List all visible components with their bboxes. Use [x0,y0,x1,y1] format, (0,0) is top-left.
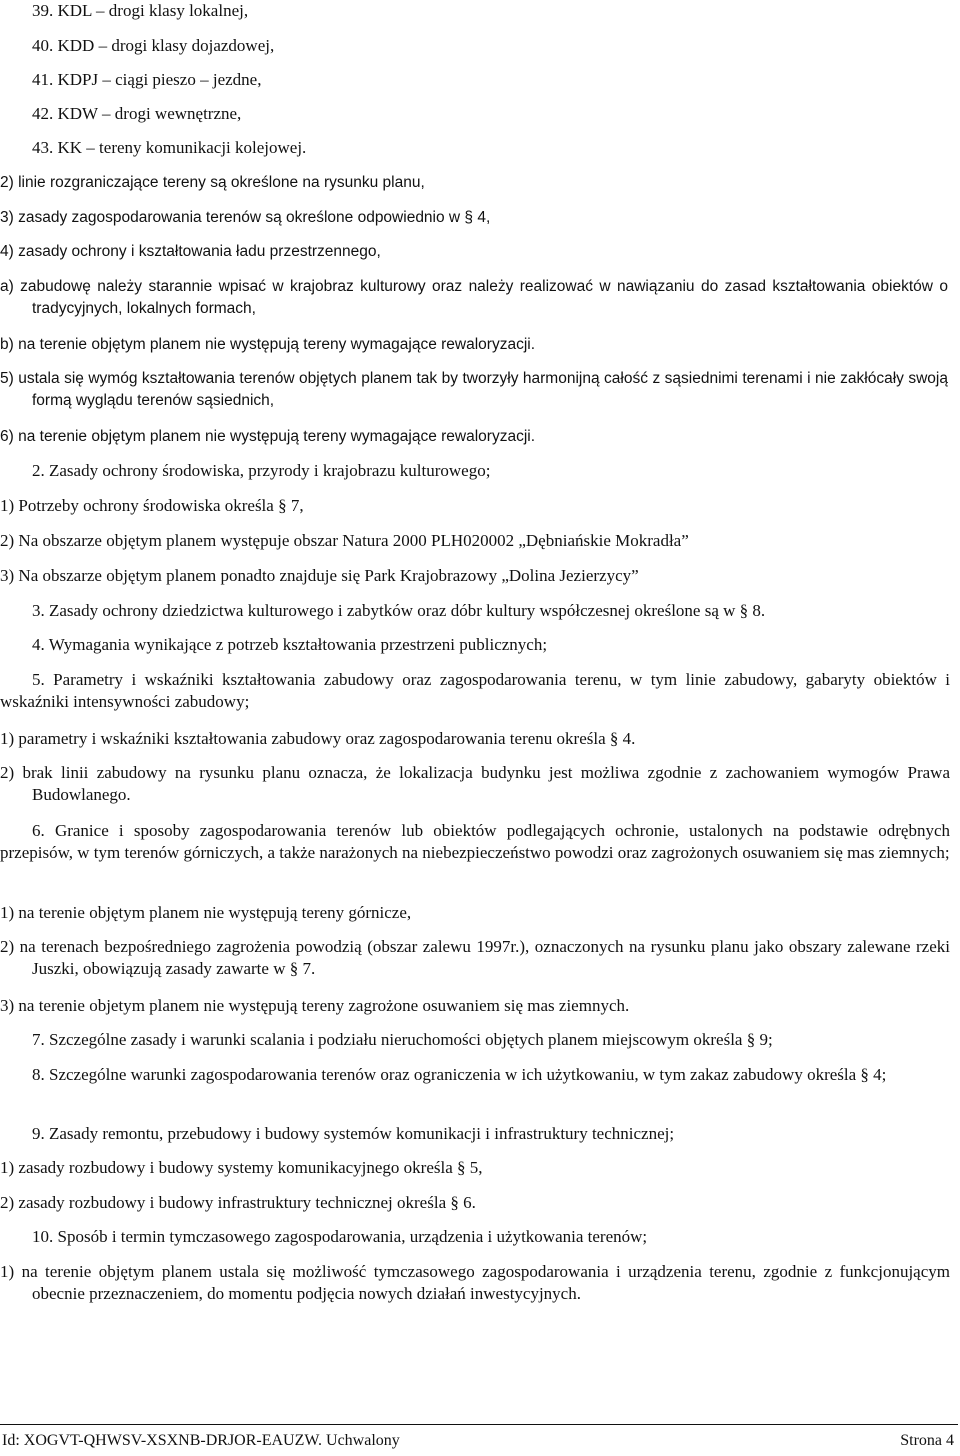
list-item: 42. KDW – drogi wewnętrzne, [32,104,242,123]
paragraph: 4) zasady ochrony i kształtowania ładu przestrzennego, [0,243,381,260]
paragraph: 2) zasady rozbudowy i budowy infrastruktury technicznej określa § 6. [0,1193,476,1212]
paragraph: 2) brak linii zabudowy na rysunku planu oznacza, że lokalizacja budynku jest możliwa zgodnie z zachowaniem wymogów Prawa Budowlanego. [0,763,950,804]
paragraph: 1) zasady rozbudowy i budowy systemy komunikacyjnego określa § 5, [0,1158,483,1177]
paragraph: 3) na terenie objetym planem nie występują tereny zagrożone osuwaniem się mas ziemnych. [0,996,630,1015]
paragraph: 2) na terenach bezpośredniego zagrożenia powodzią (obszar zalewu 1997r.), oznaczonych na rysunku planu jako obszary zalewane rzeki Juszki, obowiązują zasady zawarte w § 7. [0,937,950,978]
footer-page-number: Strona 4 [900,1432,954,1449]
paragraph: 3) zasady zagospodarowania terenów są określone odpowiednio w § 4, [0,209,491,226]
section-heading: 7. Szczególne zasady i warunki scalania i podziału nieruchomości objętych planem miejscowym określa § 9; [32,1030,773,1049]
paragraph: 5) ustala się wymóg kształtowania terenów objętych planem tak by tworzyły harmonijną całość z sąsiednimi terenami i nie zakłócały swoją formą wyglądu terenów sąsiednich, [0,370,948,409]
paragraph: 1) na terenie objętym planem ustala się możliwość tymczasowego zagospodarowania i urządzenia terenu, zgodnie z funkcjonującym obecnie przeznaczeniem, do momentu podjęcia nowych działań inwestycyjnych. [0,1262,950,1303]
paragraph: 1) na terenie objętym planem nie występują tereny górnicze, [0,903,412,922]
paragraph: a) zabudowę należy starannie wpisać w krajobraz kulturowy oraz należy realizować w nawiązaniu do zasad kształtowania obiektów o tradycyjnych, lokalnych formach, [0,278,948,317]
section-heading: 10. Sposób i termin tymczasowego zagospodarowania, urządzenia i użytkowania terenów; [32,1227,648,1246]
list-item: 40. KDD – drogi klasy dojazdowej, [32,36,275,55]
footer-document-id: Id: XOGVT-QHWSV-XSXNB-DRJOR-EAUZW. Uchwalony [2,1432,400,1449]
paragraph: 3) Na obszarze objętym planem ponadto znajduje się Park Krajobrazowy „Dolina Jezierzycy” [0,566,639,585]
footer-divider [0,1424,958,1425]
paragraph: 1) parametry i wskaźniki kształtowania zabudowy oraz zagospodarowania terenu określa § 4. [0,729,636,748]
paragraph: 2) Na obszarze objętym planem występuje obszar Natura 2000 PLH020002 „Dębniańskie Mokradła” [0,531,689,550]
paragraph: b) na terenie objętym planem nie występują tereny wymagające rewaloryzacji. [0,336,536,353]
section-heading: 6. Granice i sposoby zagospodarowania terenów lub obiektów podlegających ochronie, ustalonych na podstawie odrębnych przepisów, w tym terenów górniczych, a także narażonych na niebezpieczeństwo powodzi oraz zagrożonych osuwaniem się mas ziemnych; [0,821,950,862]
section-heading: 2. Zasady ochrony środowiska, przyrody i krajobrazu kulturowego; [32,461,491,480]
list-item: 41. KDPJ – ciągi pieszo – jezdne, [32,70,262,89]
section-heading: 9. Zasady remontu, przebudowy i budowy systemów komunikacji i infrastruktury technicznej; [32,1124,675,1143]
list-item: 39. KDL – drogi klasy lokalnej, [32,1,249,20]
paragraph: 2) linie rozgraniczające tereny są określone na rysunku planu, [0,174,425,191]
section-heading: 4. Wymagania wynikające z potrzeb kształtowania przestrzeni publicznych; [32,635,548,654]
paragraph: 1) Potrzeby ochrony środowiska określa § 7, [0,496,304,515]
section-heading: 8. Szczególne warunki zagospodarowania terenów oraz ograniczenia w ich użytkowaniu, w tym zakaz zabudowy określa § 4; [32,1065,887,1084]
list-item: 43. KK – tereny komunikacji kolejowej. [32,138,307,157]
section-heading: 5. Parametry i wskaźniki kształtowania zabudowy oraz zagospodarowania terenu, w tym linie zabudowy, gabaryty obiektów i wskaźniki intensywności zabudowy; [0,670,950,711]
section-heading: 3. Zasady ochrony dziedzictwa kulturowego i zabytków oraz dóbr kultury współczesnej określone są w § 8. [32,601,766,620]
paragraph: 6) na terenie objętym planem nie występują tereny wymagające rewaloryzacji. [0,428,536,445]
